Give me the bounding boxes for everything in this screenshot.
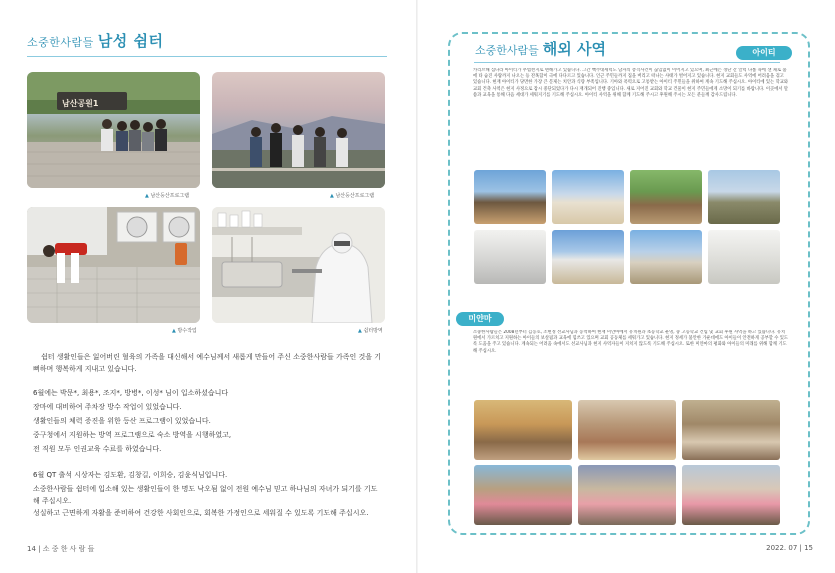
news-line: 6월에는 박문*, 최용*, 조지*, 방병*, 이성* 님이 입소하셨습니다 — [33, 389, 229, 397]
haiti-land-photo — [708, 170, 780, 224]
myanmar-group-photo — [682, 465, 780, 525]
haiti-hall-photo — [708, 230, 780, 284]
haiti-field-photo — [630, 230, 702, 284]
title-main: 남성 쉼터 — [97, 32, 164, 50]
intro-paragraph: 쉼터 생활인들은 잃어버린 혈육의 가족을 대신해서 예수님께서 새롭게 만들어 주신 소중한사람들 가족인 것을 기뻐하며 행복하게 지내고 있습니다. — [33, 353, 381, 373]
page-title — [27, 30, 163, 51]
left-page — [0, 0, 417, 573]
photo-caption: ▲ 쉼터방역 — [358, 327, 383, 334]
myanmar-tag: 미얀마 — [456, 312, 504, 326]
title-main: 해외 사역 — [542, 40, 606, 58]
page-title — [475, 38, 606, 59]
haiti-classroom-photo — [474, 230, 546, 284]
news-line: 전 직원 모두 인권교육 수료를 하였습니다. — [33, 445, 162, 453]
park-sign-text: 남산공원1 — [62, 99, 99, 108]
myanmar-meal-photo — [578, 400, 676, 460]
myanmar-text: 소중한사람들은 2008년부터 김동호, 조현정 선교사님과 동역하여 현재 미얀마에서 유치원과 초등학교 운영, 중 고등학교 건립 및 교회 후원 사역을 하고 있습니다. 유치원에서 가르치고 지원하는 아이들의 보살핌과 교육에 힘쓰고 있으며 교회 공동체를 세워가고 있습니다. 현지 정세가 불안한 가운데에도 아이들이 안전하게 공부할 수 있도록 도움을 주고 있습니다. 계속되는 어려움 속에서도 선교사님과 현지 사역자들이 지치지 않도록 기도해 주십시오. 또한 미얀마의 평화와 아이들의 미래를 위해 함께 기도해 주십시오. — [473, 330, 789, 354]
prayer-request: 소중한사람들 쉼터에 입소해 있는 생활인들이 한 명도 낙오됨 없이 전원 예수님 믿고 하나님의 자녀가 되기를 기도해 주십시오. — [33, 485, 378, 505]
disinfection-photo — [212, 207, 385, 323]
myanmar-class-photo — [578, 465, 676, 525]
myanmar-kids-photo — [474, 465, 572, 525]
photo-caption: ▲ 남산등산프로그램 — [145, 192, 189, 199]
news-line: 중구청에서 지원하는 방역 프로그램으로 숙소 방역을 시행하였고, — [33, 431, 232, 439]
news-line: 생활인들의 체력 증진을 위한 등산 프로그램이 있었습니다. — [33, 417, 211, 425]
right-page — [418, 0, 835, 573]
photo-caption: ▲ 남산등산프로그램 — [330, 192, 374, 199]
photo-caption: ▲ 방수작업 — [172, 327, 197, 334]
page-footer-left: 14 | 소 중 한 사 람 들 — [27, 545, 95, 553]
mountain-view-photo — [212, 72, 385, 188]
haiti-text: 카리브해 섬나라 아이티가 무법천지로 변해가고 있습니다. 그간 빽주대세력도 남자의 총격사건이 끊임없이 이어지고 있으며, 최근에는 갱단 간 알력 다툼 속에 샌 채로 불에 타 숨진 사람까지 나오는 등 잔혹함이 극에 다다르고 있습니다. 인근 주민들까지 집을 버리고 떠나는 사태가 벌어지고 있습니다. 현지 교회들도 사역에 어려움을 겪고 있습니다. 현재 아이티가 당면한 가장 큰 문제는 치안과 식량 부족입니다. 기아와 폭력으로 고통받는 아이티 주민들을 위하여 계속 기도해 주십시오. 아이티에 있는 학교와 교회 건축 사역은 현지 사정으로 잠시 중단되었다가 다시 재개되어 진행 중입니다. 새로 지어진 교회와 학교 건물이 현지 주민들에게 소망이 되기를 바랍니다. 이곳에서 말씀과 교육을 통해 다음 세대가 세워지기를 기도해 주십시오. 아이티 사역을 위해 함께 기도해 주시고 후원해 주시는 모든 분들께 감사드립니다. — [473, 68, 789, 98]
title-divider — [474, 62, 780, 63]
myanmar-gathering-photo — [474, 400, 572, 460]
myanmar-medical-photo — [682, 400, 780, 460]
namsan-park-photo — [27, 72, 200, 188]
news-line: 장마에 대비하여 주차장 방수 작업이 있었습니다. — [33, 403, 182, 411]
haiti-tag: 아이티 — [736, 46, 792, 60]
title-prefix: 소중한사람들 — [27, 36, 94, 49]
haiti-school-photo — [552, 230, 624, 284]
title-prefix: 소중한사람들 — [475, 44, 539, 57]
qt-award-line: 6월 QT 출석 시상자는 김도환, 김창길, 이희승, 김윤식님입니다. — [33, 471, 228, 479]
waterproofing-photo — [27, 207, 200, 323]
haiti-community-photo — [630, 170, 702, 224]
title-divider — [27, 56, 387, 57]
page-footer-right: 2022. 07 | 15 — [766, 544, 813, 552]
haiti-building-photo — [552, 170, 624, 224]
prayer-request: 성실하고 근면하게 자활을 준비하여 건강한 사회인으로, 회복한 가정인으로 세워질 수 있도록 기도해 주십시오. — [33, 509, 369, 517]
haiti-children-photo — [474, 170, 546, 224]
